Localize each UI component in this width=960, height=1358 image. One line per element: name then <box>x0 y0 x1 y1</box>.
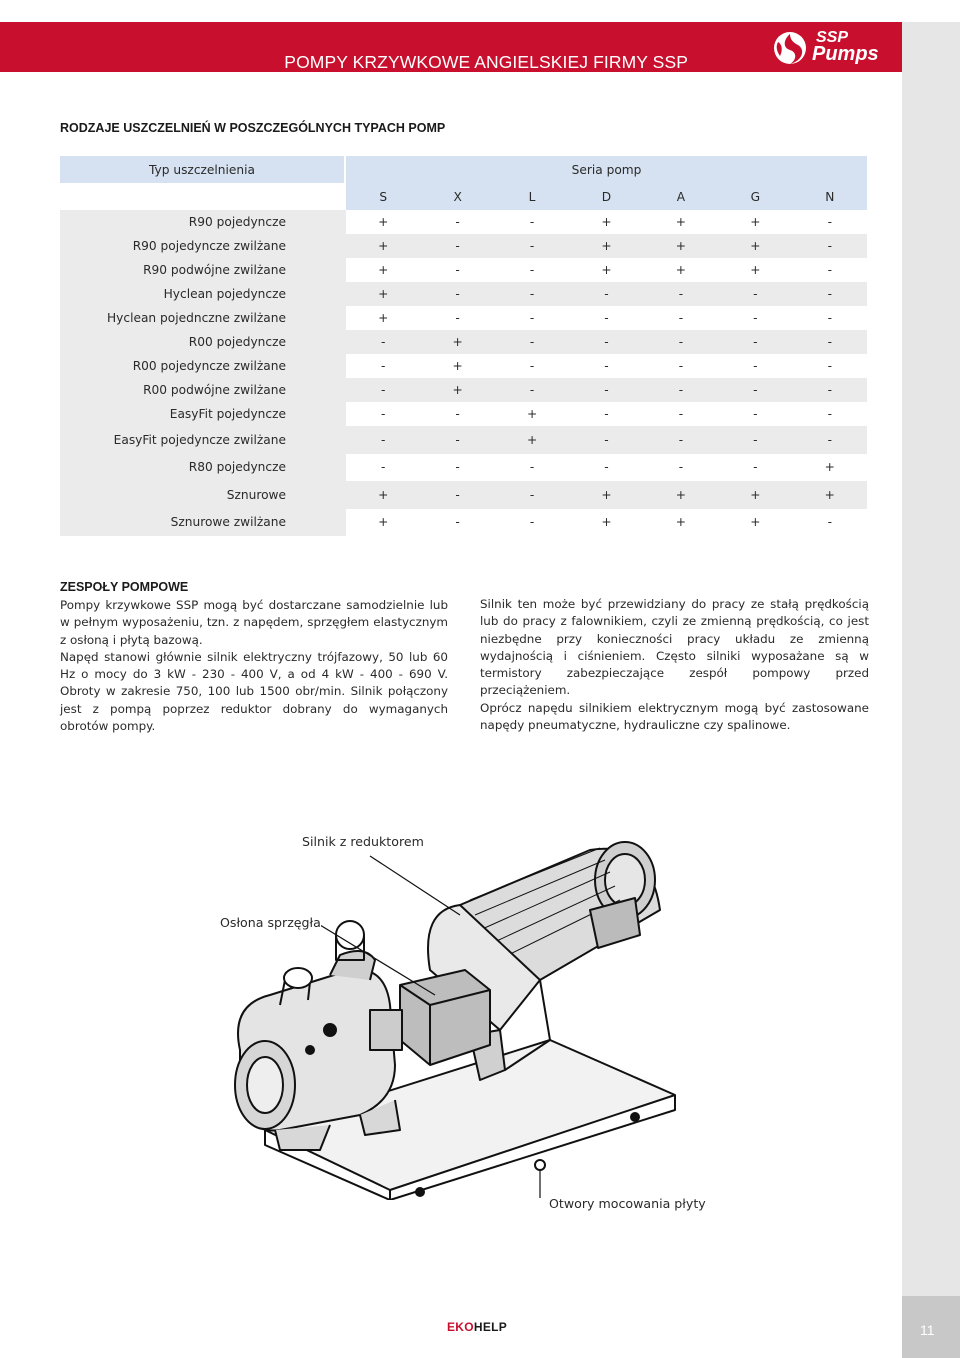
compat-cell: - <box>569 378 643 402</box>
compat-cell: + <box>346 481 420 509</box>
table-row <box>60 402 867 426</box>
compat-cell: - <box>495 481 569 509</box>
series-col-header: N <box>793 183 867 210</box>
compat-cell: + <box>644 210 718 234</box>
seal-type-label: R00 pojedyncze <box>60 330 346 354</box>
table-row <box>60 210 867 234</box>
compat-cell: - <box>569 282 643 306</box>
compat-cell: - <box>793 258 867 282</box>
compat-cell: - <box>718 354 792 378</box>
compat-cell: - <box>793 378 867 402</box>
compat-cell: - <box>346 402 420 426</box>
compat-cell: - <box>420 258 494 282</box>
brand-eko: EKO <box>447 1320 474 1334</box>
compat-cell: - <box>644 454 718 482</box>
seal-table-body <box>60 210 867 536</box>
compat-cell: + <box>644 258 718 282</box>
type-header: Typ uszczelnienia <box>60 156 346 183</box>
compat-cell: + <box>718 234 792 258</box>
compat-cell: - <box>569 402 643 426</box>
series-col-header: G <box>718 183 792 210</box>
seal-type-label: R00 podwójne zwilżane <box>60 378 346 402</box>
compat-cell: + <box>495 426 569 454</box>
compat-cell: - <box>420 282 494 306</box>
seal-type-label: R00 pojedyncze zwilżane <box>60 354 346 378</box>
compat-cell: - <box>420 306 494 330</box>
compat-cell: - <box>793 354 867 378</box>
compat-cell: - <box>793 509 867 537</box>
compat-cell: - <box>495 378 569 402</box>
table-row <box>60 258 867 282</box>
compat-cell: + <box>718 509 792 537</box>
seal-type-label: EasyFit pojedyncze zwilżane <box>60 426 346 454</box>
units-right-column <box>480 596 869 734</box>
compat-cell: + <box>420 378 494 402</box>
compat-cell: - <box>420 509 494 537</box>
units-left-paragraph-1: Pompy krzywkowe SSP mogą być dostarczane samodzielnie lub w pełnym wyposażeniu, tzn. z napędem, sprzęgłem elastycznym z osłoną i płytą bazową. <box>60 598 448 647</box>
side-band-top <box>902 0 960 22</box>
compat-cell: + <box>346 210 420 234</box>
brand-help: HELP <box>473 1320 508 1334</box>
seal-type-label: Hyclean pojednczne zwilżane <box>60 306 346 330</box>
compat-cell: + <box>569 210 643 234</box>
page-number: 11 <box>920 1322 935 1338</box>
compat-cell: - <box>718 306 792 330</box>
compat-cell: - <box>495 454 569 482</box>
compat-cell: - <box>495 509 569 537</box>
table-row <box>60 330 867 354</box>
compat-cell: - <box>644 330 718 354</box>
compat-cell: + <box>644 509 718 537</box>
compat-cell: + <box>569 481 643 509</box>
compat-cell: - <box>644 306 718 330</box>
compat-cell: - <box>420 402 494 426</box>
units-right-paragraph-1: Silnik ten może być przewidziany do pracy ze stałą prędkością lub do pracy z falownikiem, czyli ze zmienną prędkością, co jest niezbędne przy konieczności pracy układu ze zmienną wydajnością i ciśnieniem. Często silniki wyposażane są w termistory zabezpieczające zespół pompowy przed przeciążeniem. <box>480 597 869 698</box>
compat-cell: + <box>346 282 420 306</box>
units-right-paragraph-2: Oprócz napędu silnikiem elektrycznym mogą być zastosowane napędy pneumatyczne, hydrauliczne czy spalinowe. <box>480 700 869 733</box>
compat-cell: - <box>793 330 867 354</box>
callout-coupling-guard: Osłona sprzęgła <box>220 915 321 930</box>
compat-cell: - <box>420 210 494 234</box>
ekohelp-logo <box>447 1320 507 1334</box>
compat-cell: - <box>420 234 494 258</box>
compat-cell: - <box>495 330 569 354</box>
compat-cell: - <box>495 258 569 282</box>
table-row <box>60 282 867 306</box>
top-margin <box>0 0 902 22</box>
table-row <box>60 426 867 454</box>
compat-cell: + <box>718 481 792 509</box>
compat-cell: + <box>793 481 867 509</box>
pump-unit-drawing <box>170 830 730 1200</box>
blank-header-cell <box>60 183 346 210</box>
compat-cell: - <box>495 306 569 330</box>
compat-cell: - <box>718 454 792 482</box>
compat-cell: - <box>346 330 420 354</box>
compat-cell: - <box>793 426 867 454</box>
compat-cell: - <box>793 306 867 330</box>
series-header: Seria pomp <box>346 156 867 183</box>
seal-type-label: R90 podwójne zwilżane <box>60 258 346 282</box>
callout-mounting-holes: Otwory mocowania płyty <box>549 1196 706 1211</box>
units-heading: ZESPOŁY POMPOWE <box>60 580 189 594</box>
units-left-paragraph-2: Napęd stanowi głównie silnik elektryczny trójfazowy, 50 lub 60 Hz o mocy do 3 kW - 230 - 400 V, a od 4 kW - 400 - 690 V. Obroty w zakresie 750, 100 lub 1500 obr/min. Silnik połączony jest z pompą poprzez reduktor dobrany do wymaganych obrotów pompy. <box>60 649 448 734</box>
compat-cell: - <box>420 454 494 482</box>
compat-cell: + <box>495 402 569 426</box>
compat-cell: + <box>346 306 420 330</box>
compat-cell: - <box>569 426 643 454</box>
seal-type-label: R90 pojedyncze <box>60 210 346 234</box>
series-col-header: X <box>420 183 494 210</box>
logo-text-pumps: Pumps <box>812 43 879 65</box>
compat-cell: - <box>644 282 718 306</box>
ssp-pumps-logo <box>770 28 896 68</box>
compat-cell: - <box>346 426 420 454</box>
compat-cell: - <box>420 426 494 454</box>
compat-cell: - <box>569 354 643 378</box>
table-row <box>60 378 867 402</box>
compat-cell: - <box>346 454 420 482</box>
compat-cell: + <box>793 454 867 482</box>
seal-type-label: EasyFit pojedyncze <box>60 402 346 426</box>
compat-cell: - <box>346 354 420 378</box>
compat-cell: + <box>346 509 420 537</box>
compat-cell: - <box>420 481 494 509</box>
compat-cell: - <box>793 234 867 258</box>
seal-type-label: Sznurowe zwilżane <box>60 509 346 537</box>
compat-cell: + <box>346 234 420 258</box>
table-row <box>60 481 867 509</box>
compat-cell: + <box>346 258 420 282</box>
table-row <box>60 234 867 258</box>
series-col-header: L <box>495 183 569 210</box>
compat-cell: - <box>346 378 420 402</box>
compat-cell: - <box>495 282 569 306</box>
series-col-header: A <box>644 183 718 210</box>
compat-cell: + <box>644 481 718 509</box>
table-row <box>60 509 867 537</box>
compat-cell: - <box>644 426 718 454</box>
compat-cell: + <box>569 509 643 537</box>
compat-cell: - <box>644 402 718 426</box>
compat-cell: - <box>644 378 718 402</box>
compat-cell: + <box>718 210 792 234</box>
table-row <box>60 454 867 482</box>
compat-cell: + <box>420 330 494 354</box>
compat-cell: - <box>495 354 569 378</box>
page-header <box>0 22 902 72</box>
table-row <box>60 306 867 330</box>
compat-cell: + <box>569 234 643 258</box>
series-col-header: D <box>569 183 643 210</box>
series-col-header: S <box>346 183 420 210</box>
header-title: POMPY KRZYWKOWE ANGIELSKIEJ FIRMY SSP <box>284 52 688 72</box>
compat-cell: - <box>793 402 867 426</box>
callout-motor-reducer: Silnik z reduktorem <box>302 834 424 849</box>
compat-cell: - <box>569 306 643 330</box>
compat-cell: - <box>793 210 867 234</box>
compat-cell: - <box>495 234 569 258</box>
compat-cell: - <box>718 402 792 426</box>
compat-cell: + <box>718 258 792 282</box>
logo-text-ssp: SSP <box>816 29 849 46</box>
compat-cell: - <box>718 330 792 354</box>
compat-cell: - <box>569 330 643 354</box>
seal-type-label: Hyclean pojedyncze <box>60 282 346 306</box>
table-row <box>60 354 867 378</box>
units-left-column <box>60 597 448 735</box>
ssp-swirl-icon <box>770 28 810 68</box>
compat-cell: - <box>718 426 792 454</box>
compat-cell: - <box>793 282 867 306</box>
section-title: RODZAJE USZCZELNIEŃ W POSZCZEGÓLNYCH TYPACH POMP <box>60 121 446 135</box>
compat-cell: - <box>718 378 792 402</box>
side-band <box>902 0 960 1358</box>
seal-types-table <box>60 156 867 536</box>
compat-cell: + <box>644 234 718 258</box>
compat-cell: - <box>644 354 718 378</box>
seal-type-label: Sznurowe <box>60 481 346 509</box>
compat-cell: + <box>569 258 643 282</box>
compat-cell: - <box>495 210 569 234</box>
seal-type-label: R80 pojedyncze <box>60 454 346 482</box>
compat-cell: - <box>718 282 792 306</box>
seal-type-label: R90 pojedyncze zwilżane <box>60 234 346 258</box>
compat-cell: - <box>569 454 643 482</box>
compat-cell: + <box>420 354 494 378</box>
